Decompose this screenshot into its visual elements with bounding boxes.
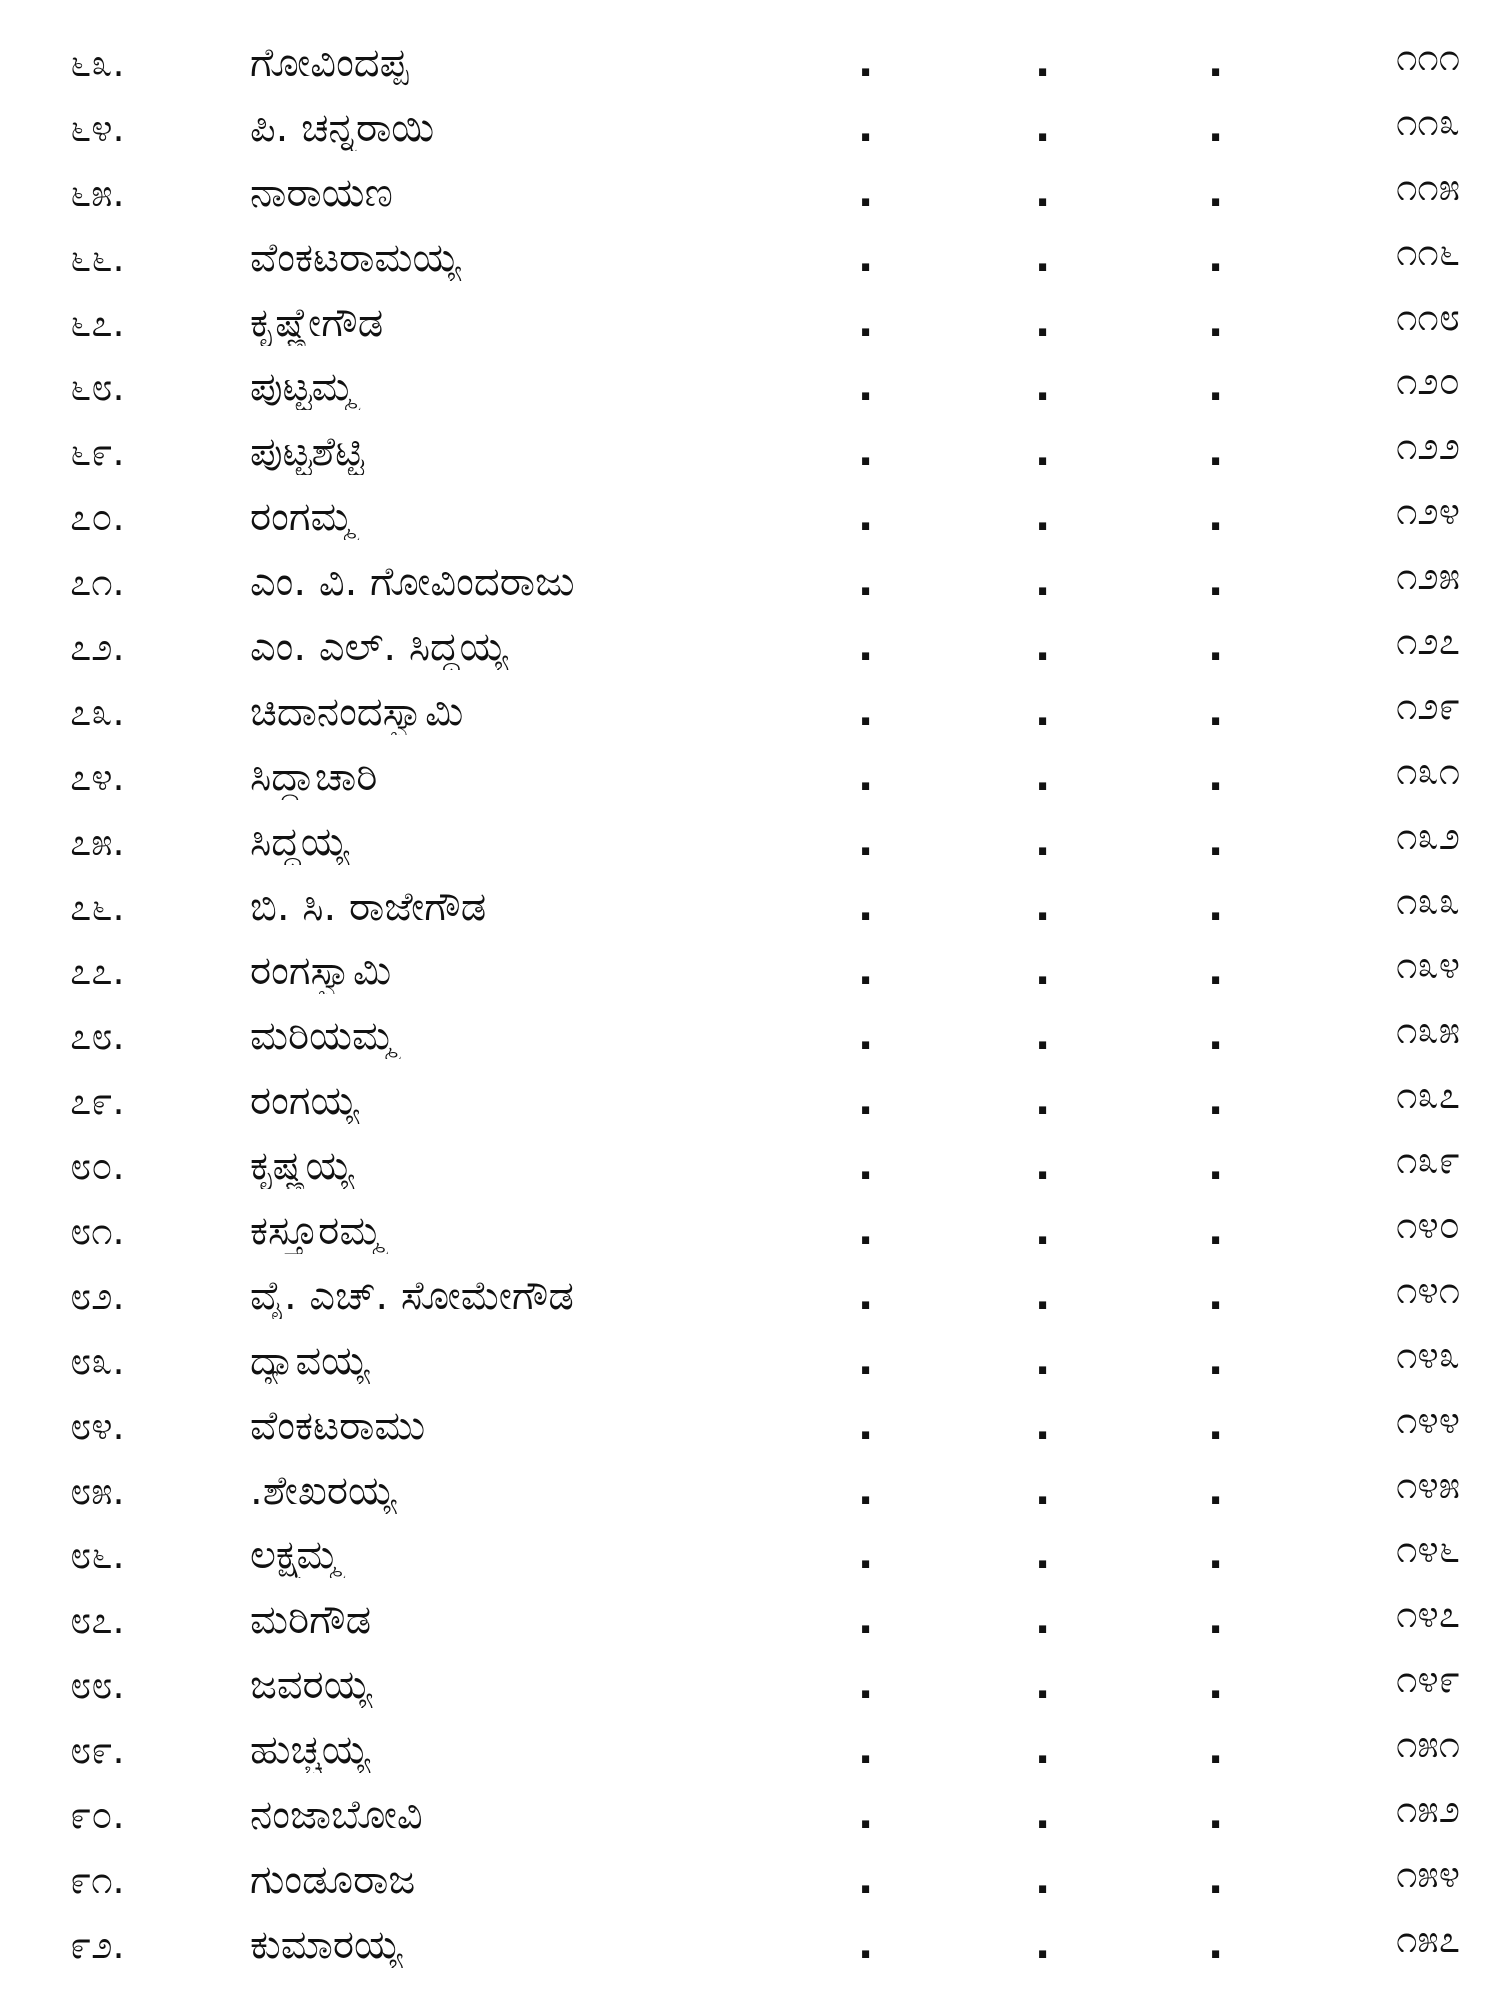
entry-number: ೭೬. [70, 884, 125, 929]
leader-dot: . [858, 494, 874, 541]
contents-entry [0, 1198, 1500, 1263]
entry-name: ಸಿದ್ದಾಚಾರಿ [250, 753, 378, 800]
entry-page-number: ೧೪೧ [1396, 1267, 1460, 1312]
entry-name: ರಂಗಯ್ಯ [250, 1078, 359, 1125]
entry-page-number: ೧೨೪ [1396, 489, 1460, 534]
leader-dot: . [1035, 104, 1051, 151]
entry-name: ನಾರಾಯಣ [250, 169, 393, 216]
leader-dot: . [858, 1921, 874, 1968]
leader-dot: . [1208, 169, 1224, 216]
leader-dot: . [1208, 1532, 1224, 1579]
leader-dot: . [1035, 1662, 1051, 1709]
entry-name: ಪಿ. ಚನ್ನರಾಯಿ [250, 104, 435, 151]
entry-name: ಕಸ್ತೂರಮ್ಮ [250, 1208, 383, 1255]
entry-page-number: ೧೫೧ [1396, 1722, 1460, 1767]
leader-dot: . [858, 1272, 874, 1319]
leader-dot: . [1035, 1337, 1051, 1384]
entry-name: ನಂಜಾಬೋವಿ [250, 1792, 423, 1839]
entry-number: ೮೪. [70, 1403, 125, 1448]
leader-dot: . [858, 753, 874, 800]
entry-name: ಗುಂಡೂರಾಜ [250, 1856, 416, 1903]
entry-page-number: ೧೪೦ [1396, 1203, 1460, 1248]
contents-entry [0, 614, 1500, 679]
leader-dot: . [1035, 1792, 1051, 1839]
entry-page-number: ೧೩೨ [1396, 813, 1460, 858]
entry-page-number: ೧೨೭ [1396, 619, 1460, 664]
leader-dot: . [1208, 688, 1224, 735]
entry-number: ೮೫. [70, 1468, 125, 1513]
entry-name: ಪುಟ್ಟಶೆಟ್ಟಿ [250, 429, 365, 476]
contents-entry [0, 30, 1500, 95]
entry-page-number: ೧೩೭ [1396, 1073, 1460, 1118]
leader-dot: . [1035, 1143, 1051, 1190]
contents-entry [0, 1522, 1500, 1587]
entry-number: ೮೧. [70, 1209, 125, 1254]
leader-dot: . [1035, 40, 1051, 86]
entry-name: ಬಿ. ಸಿ. ರಾಜೇಗೌಡ [250, 883, 487, 930]
leader-dot: . [858, 883, 874, 930]
leader-dot: . [1035, 753, 1051, 800]
entry-page-number: ೧೪೯ [1396, 1657, 1460, 1702]
entry-page-number: ೧೨೨ [1396, 424, 1460, 469]
entry-name: ಚಿದಾನಂದಸ್ವಾಮಿ [250, 688, 464, 735]
leader-dot: . [1208, 1856, 1224, 1903]
entry-name: ಜವರಯ್ಯ [250, 1662, 373, 1709]
leader-dot: . [858, 1532, 874, 1579]
leader-dot: . [1208, 1337, 1224, 1384]
entry-page-number: ೧೧೬ [1396, 229, 1460, 274]
leader-dot: . [1035, 624, 1051, 671]
entry-number: ೬೮. [70, 365, 125, 410]
entry-name: ರಂಗಸ್ವಾಮಿ [250, 948, 392, 995]
leader-dot: . [1208, 753, 1224, 800]
entry-number: ೬೫. [70, 170, 125, 215]
leader-dot: . [858, 948, 874, 995]
leader-dot: . [1208, 1727, 1224, 1774]
leader-dot: . [1035, 1532, 1051, 1579]
entry-number: ೭೯. [70, 1079, 125, 1124]
leader-dot: . [1208, 364, 1224, 411]
contents-entry [0, 1587, 1500, 1652]
contents-entry [0, 1328, 1500, 1393]
contents-entry [0, 938, 1500, 1003]
leader-dot: . [1035, 1597, 1051, 1644]
contents-entry [0, 1003, 1500, 1068]
entry-page-number: ೧೧೫ [1396, 164, 1460, 209]
entry-page-number: ೧೪೪ [1396, 1397, 1460, 1442]
contents-entry [0, 1717, 1500, 1782]
contents-entry [0, 874, 1500, 939]
entry-number: ೭೧. [70, 560, 125, 605]
entry-name: ಕೃಷ್ಣೇಗೌಡ [250, 299, 384, 346]
entry-number: ೭೦. [70, 495, 125, 540]
leader-dot: . [858, 1337, 874, 1384]
entry-name: ಸಿದ್ದಯ್ಯ [250, 818, 350, 865]
leader-dot: . [1208, 104, 1224, 151]
contents-entry [0, 1912, 1500, 1977]
entry-number: ೮೮. [70, 1663, 125, 1708]
entry-number: ೭೭. [70, 949, 125, 994]
contents-entry [0, 290, 1500, 355]
leader-dot: . [858, 299, 874, 346]
leader-dot: . [1035, 818, 1051, 865]
leader-dot: . [1035, 1013, 1051, 1060]
leader-dot: . [858, 429, 874, 476]
leader-dot: . [1035, 1467, 1051, 1514]
entry-name: ಪುಟ್ಟಮ್ಮ [250, 364, 356, 411]
entry-page-number: ೧೨೦ [1396, 359, 1460, 404]
leader-dot: . [858, 104, 874, 151]
entry-name: ಕೃಷ್ಣಯ್ಯ [250, 1143, 354, 1190]
leader-dot: . [858, 624, 874, 671]
leader-dot: . [1208, 494, 1224, 541]
leader-dot: . [858, 1597, 874, 1644]
contents-entry [0, 1068, 1500, 1133]
entry-number: ೬೭. [70, 300, 125, 345]
entry-page-number: ೧೪೫ [1396, 1462, 1460, 1507]
entry-number: ೬೬. [70, 235, 125, 280]
leader-dot: . [1208, 1662, 1224, 1709]
leader-dot: . [1035, 1856, 1051, 1903]
entry-number: ೬೩. [70, 41, 125, 85]
entry-page-number: ೧೩೧ [1396, 748, 1460, 793]
entry-number: ೮೯. [70, 1728, 125, 1773]
contents-entry [0, 354, 1500, 419]
entry-name: ಕುಮಾರಯ್ಯ [250, 1921, 403, 1968]
leader-dot: . [858, 364, 874, 411]
entry-number: ೯೦. [70, 1793, 125, 1838]
leader-dot: . [1035, 1208, 1051, 1255]
contents-entry [0, 1458, 1500, 1523]
entry-page-number: ೧೧೩ [1396, 99, 1460, 144]
leader-dot: . [1208, 299, 1224, 346]
leader-dot: . [1208, 818, 1224, 865]
leader-dot: . [1208, 948, 1224, 995]
leader-dot: . [1208, 559, 1224, 606]
leader-dot: . [1208, 234, 1224, 281]
entry-name: ವೆಂಕಟರಾಮಯ್ಯ [250, 234, 461, 281]
leader-dot: . [1035, 948, 1051, 995]
entry-name: .ಶೇಖರಯ್ಯ [250, 1467, 397, 1514]
leader-dot: . [858, 1402, 874, 1449]
entry-name: ಮರಿಯಮ್ಮ [250, 1013, 396, 1060]
entry-page-number: ೧೪೭ [1396, 1592, 1460, 1637]
leader-dot: . [1208, 1078, 1224, 1125]
entry-number: ೭೫. [70, 819, 125, 864]
leader-dot: . [1208, 1921, 1224, 1968]
entry-number: ೮೨. [70, 1273, 125, 1318]
leader-dot: . [1208, 883, 1224, 930]
leader-dot: . [1035, 234, 1051, 281]
entry-number: ೯೧. [70, 1857, 125, 1902]
contents-entry [0, 1263, 1500, 1328]
entry-page-number: ೧೧೮ [1396, 294, 1460, 339]
leader-dot: . [1035, 1272, 1051, 1319]
entry-page-number: ೧೩೩ [1396, 878, 1460, 923]
leader-dot: . [858, 818, 874, 865]
leader-dot: . [1208, 1143, 1224, 1190]
leader-dot: . [858, 1662, 874, 1709]
entry-page-number: ೧೫೭ [1396, 1916, 1460, 1961]
entry-page-number: ೧೨೯ [1396, 683, 1460, 728]
entry-name: ವೈ. ಎಚ್. ಸೋಮೇಗೌಡ [250, 1272, 574, 1319]
leader-dot: . [858, 1013, 874, 1060]
entry-page-number: ೧೫೨ [1396, 1787, 1460, 1832]
leader-dot: . [858, 1727, 874, 1774]
entry-name: ದ್ಯಾವಯ್ಯ [250, 1337, 370, 1384]
leader-dot: . [1035, 299, 1051, 346]
entry-name: ಎಂ. ಎಲ್. ಸಿದ್ದಯ್ಯ [250, 624, 508, 671]
entry-name: ಹುಚ್ಚಯ್ಯ [250, 1727, 371, 1774]
entry-name: ಲಕ್ಷ್ಮಮ್ಮ [250, 1532, 340, 1579]
leader-dot: . [1208, 1208, 1224, 1255]
entry-page-number: ೧೩೫ [1396, 1008, 1460, 1053]
entry-number: ೭೪. [70, 754, 125, 799]
leader-dot: . [1035, 429, 1051, 476]
leader-dot: . [858, 169, 874, 216]
leader-dot: . [858, 559, 874, 606]
contents-entry [0, 809, 1500, 874]
leader-dot: . [858, 1208, 874, 1255]
entry-name: ಗೋವಿಂದಪ್ಪ [250, 40, 409, 86]
contents-entry [0, 549, 1500, 614]
contents-entry [0, 1393, 1500, 1458]
leader-dot: . [1208, 1272, 1224, 1319]
entry-name: ವೆಂಕಟರಾಮು [250, 1402, 426, 1449]
entry-number: ೬೪. [70, 105, 125, 150]
entry-number: ೮೦. [70, 1144, 125, 1189]
leader-dot: . [1208, 624, 1224, 671]
entry-page-number: ೧೩೪ [1396, 943, 1460, 988]
leader-dot: . [858, 40, 874, 86]
leader-dot: . [858, 1856, 874, 1903]
leader-dot: . [858, 1143, 874, 1190]
leader-dot: . [1035, 169, 1051, 216]
leader-dot: . [1208, 40, 1224, 86]
leader-dot: . [858, 1467, 874, 1514]
leader-dot: . [1208, 1597, 1224, 1644]
entry-page-number: ೧೨೫ [1396, 554, 1460, 599]
leader-dot: . [1035, 883, 1051, 930]
contents-entry [0, 1652, 1500, 1717]
leader-dot: . [1035, 1727, 1051, 1774]
entry-number: ೭೩. [70, 689, 125, 734]
contents-entry [0, 160, 1500, 225]
contents-entry [0, 1782, 1500, 1847]
entry-page-number: ೧೪೬ [1396, 1527, 1460, 1572]
contents-entry [0, 225, 1500, 290]
leader-dot: . [1035, 1402, 1051, 1449]
entry-page-number: ೧೩೯ [1396, 1138, 1460, 1183]
entry-page-number: ೧೧೧ [1396, 35, 1460, 79]
leader-dot: . [1035, 688, 1051, 735]
entry-name: ಮರಿಗೌಡ [250, 1597, 372, 1644]
entry-number: ೮೩. [70, 1338, 125, 1383]
contents-entry [0, 744, 1500, 809]
leader-dot: . [1035, 559, 1051, 606]
leader-dot: . [1208, 1792, 1224, 1839]
leader-dot: . [1035, 364, 1051, 411]
contents-entry [0, 484, 1500, 549]
entry-number: ೯೨. [70, 1922, 125, 1967]
contents-entry [0, 1133, 1500, 1198]
entry-name: ಎಂ. ವಿ. ಗೋವಿಂದರಾಜು [250, 559, 575, 606]
entry-number: ೭೮. [70, 1014, 125, 1059]
contents-entry [0, 1847, 1500, 1912]
contents-entry [0, 95, 1500, 160]
entry-page-number: ೧೫೪ [1396, 1851, 1460, 1896]
entry-page-number: ೧೪೩ [1396, 1332, 1460, 1377]
contents-entry [0, 679, 1500, 744]
leader-dot: . [1208, 429, 1224, 476]
entry-number: ೮೭. [70, 1598, 125, 1643]
leader-dot: . [1035, 1078, 1051, 1125]
leader-dot: . [1035, 494, 1051, 541]
leader-dot: . [858, 688, 874, 735]
leader-dot: . [1208, 1013, 1224, 1060]
entry-number: ೮೬. [70, 1533, 125, 1578]
leader-dot: . [858, 1078, 874, 1125]
contents-list [0, 30, 1500, 1977]
contents-entry [0, 419, 1500, 484]
entry-number: ೭೨. [70, 625, 125, 670]
entry-number: ೬೯. [70, 430, 125, 475]
leader-dot: . [858, 234, 874, 281]
leader-dot: . [858, 1792, 874, 1839]
leader-dot: . [1208, 1402, 1224, 1449]
entry-name: ರಂಗಮ್ಮ [250, 494, 354, 541]
leader-dot: . [1035, 1921, 1051, 1968]
leader-dot: . [1208, 1467, 1224, 1514]
